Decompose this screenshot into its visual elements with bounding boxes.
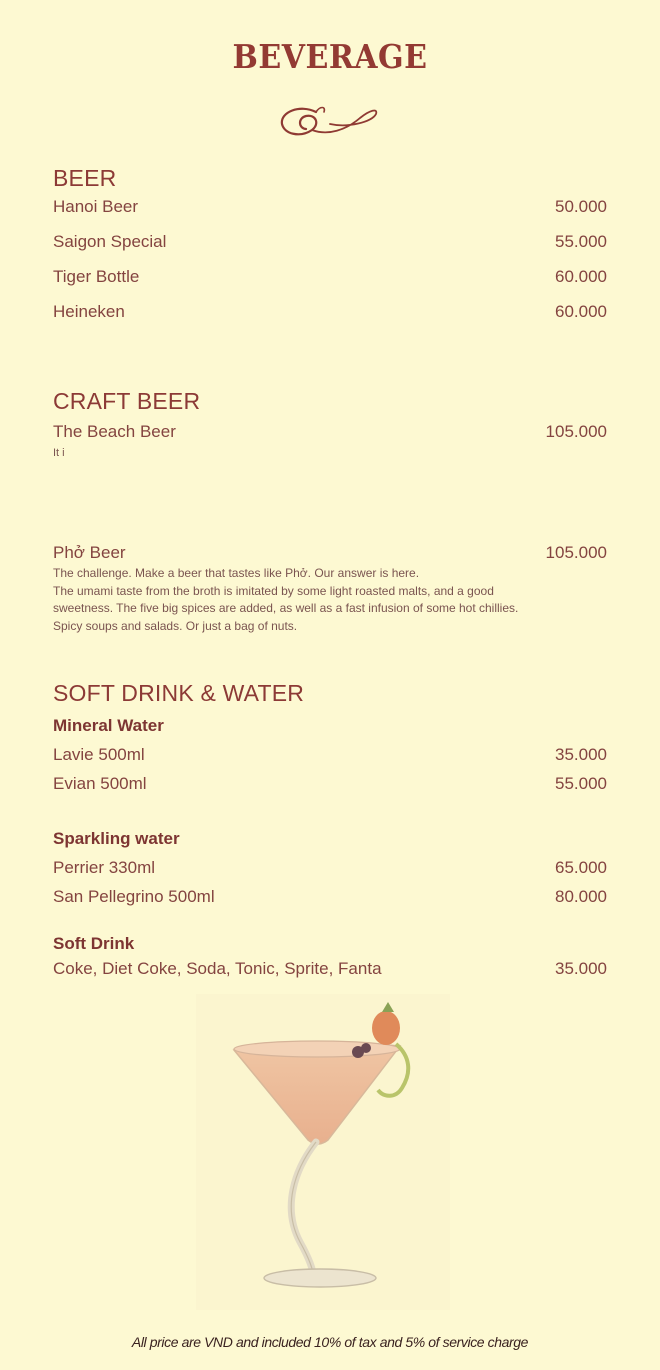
price-disclaimer: All price are VND and included 10% of tax and 5% of service charge: [131, 1334, 529, 1350]
item-price: 80.000: [555, 887, 607, 906]
item-price: 105.000: [545, 422, 607, 441]
description-line: The challenge. Make a beer that tastes like Phở. Our answer is here.: [53, 566, 420, 580]
description-line: sweetness. The five big spices are added, as well as a fast infusion of some hot chillies.: [53, 601, 519, 615]
item-price: 55.000: [555, 774, 607, 793]
menu-item: [53, 543, 607, 567]
item-description: [53, 565, 553, 635]
page-title: BEVERAGE: [232, 38, 428, 77]
flourish-ornament-icon: [276, 100, 382, 142]
item-name: Lavie 500ml: [53, 745, 145, 764]
description-line: Spicy soups and salads. Or just a bag of nuts.: [53, 618, 298, 633]
menu-item: [53, 422, 607, 446]
item-price: 35.000: [555, 745, 607, 764]
item-name: The Beach Beer: [53, 422, 176, 441]
section-heading-soft-drink: SOFT DRINK & WATER: [53, 680, 305, 706]
item-name: Phở Beer: [53, 543, 126, 562]
item-price: 35.000: [555, 959, 607, 978]
menu-item: [53, 197, 607, 221]
item-price: 60.000: [555, 267, 607, 286]
subsection-heading-sparkling-water: Sparkling water: [53, 829, 180, 848]
subsection-heading-mineral-water: Mineral Water: [53, 716, 164, 735]
subsection-heading-soft-drink: Soft Drink: [53, 934, 135, 953]
item-name: Coke, Diet Coke, Soda, Tonic, Sprite, Fanta: [53, 959, 382, 978]
item-description: It i: [53, 447, 65, 459]
description-line: The umami taste from the broth is imitated by some light roasted malts, and a good: [53, 583, 494, 598]
menu-item: [53, 959, 607, 983]
item-name: Saigon Special: [53, 232, 167, 251]
item-name: Perrier 330ml: [53, 858, 156, 877]
menu-item: [53, 745, 607, 769]
item-name: Tiger Bottle: [53, 267, 140, 286]
item-name: Heineken: [53, 302, 125, 321]
section-heading-craft-beer: CRAFT BEER: [53, 388, 201, 414]
menu-item: [53, 887, 607, 911]
item-name: San Pellegrino 500ml: [53, 887, 215, 906]
item-price: 50.000: [555, 197, 607, 216]
item-price: 105.000: [545, 543, 607, 562]
item-price: 55.000: [555, 232, 607, 251]
menu-item: [53, 302, 607, 326]
menu-item: [53, 858, 607, 882]
section-heading-beer: BEER: [53, 165, 117, 191]
menu-item: [53, 267, 607, 291]
item-name: Hanoi Beer: [53, 197, 139, 216]
menu-item: [53, 774, 607, 798]
item-price: 65.000: [555, 858, 607, 877]
item-price: 60.000: [555, 302, 607, 321]
menu-item: [53, 232, 607, 256]
item-name: Evian 500ml: [53, 774, 147, 793]
cocktail-glass-illustration: [196, 994, 450, 1310]
